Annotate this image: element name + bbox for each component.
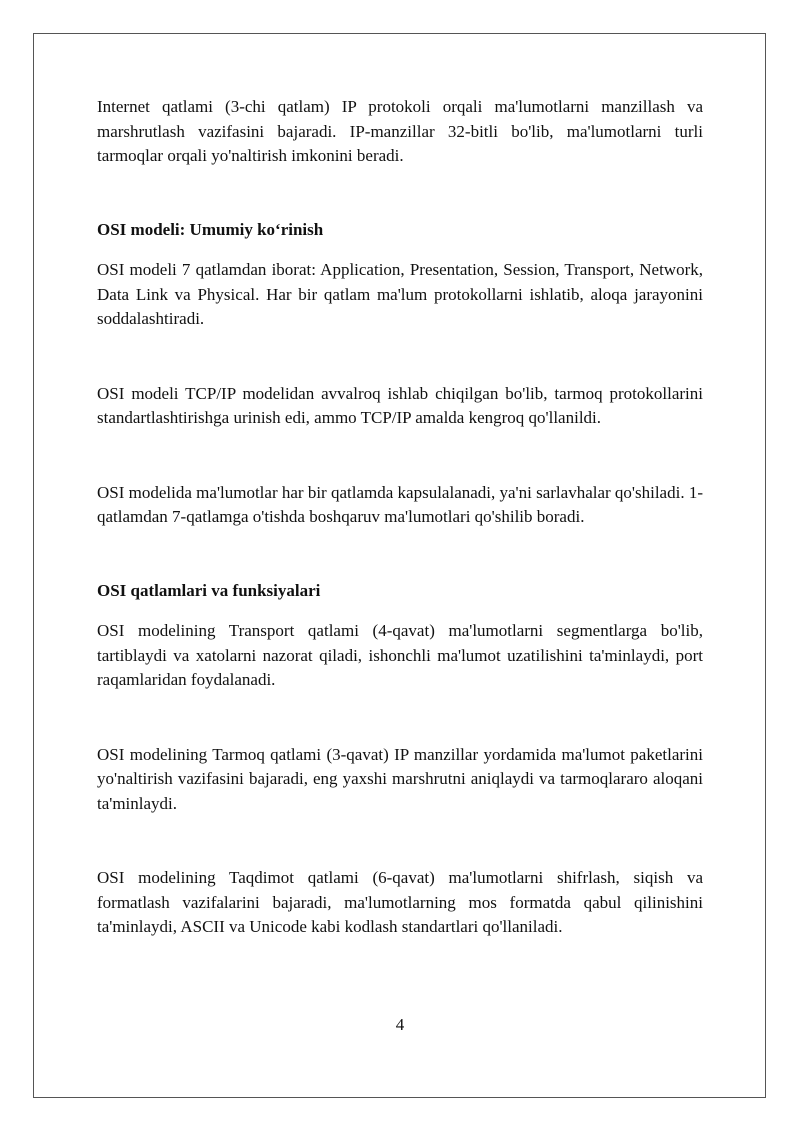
document-body bbox=[97, 95, 703, 940]
paragraph-encapsulation: OSI modelida ma'lumotlar har bir qatlamda kapsulalanadi, ya'ni sarlavhalar qo'shiladi. 1-qatlamdan 7-qatlamga o'tishda boshqaruv ma'lumotlari qo'shilib boradi. bbox=[97, 482, 703, 526]
page-number: 4 bbox=[395, 1015, 405, 1034]
heading-osi-layers-functions: OSI qatlamlari va funksiyalari bbox=[97, 580, 321, 600]
paragraph-transport-layer: OSI modelining Transport qatlami (4-qavat) ma'lumotlarni segmentlarga bo'lib, tartiblaydi va xatolarni nazorat qiladi, ishonchli ma'lumot uzatilishini ta'minlaydi, port raqamlaridan foydalanadi. bbox=[97, 621, 703, 689]
paragraph-osi-vs-tcpip: OSI modeli TCP/IP modelidan avvalroq ishlab chiqilgan bo'lib, tarmoq protokollarini standartlashtirishga urinish edi, ammo TCP/IP amalda kengroq qo'llanildi. bbox=[97, 383, 703, 427]
paragraph-presentation-layer: OSI modelining Taqdimot qatlami (6-qavat) ma'lumotlarni shifrlash, siqish va formatlash vazifalarini bajaradi, ma'lumotlarning mos formatda qabul qilinishini ta'minlaydi, ASCII va Unicode kabi kodlash standartlari qo'llaniladi. bbox=[97, 868, 703, 936]
paragraph-network-layer: OSI modelining Tarmoq qatlami (3-qavat) IP manzillar yordamida ma'lumot paketlarini yo'naltirish vazifasini bajaradi, eng yaxshi marshrutni aniqlaydi va tarmoqlararo aloqani ta'minlaydi. bbox=[97, 744, 703, 813]
paragraph-osi-layers-list: OSI modeli 7 qatlamdan iborat: Application, Presentation, Session, Transport, Network, Data Link va Physical. Har bir qatlam ma'lum protokollarni ishlatib, aloqa jarayonini soddalashtiradi. bbox=[97, 260, 703, 328]
paragraph-internet-layer: Internet qatlami (3-chi qatlam) IP protokoli orqali ma'lumotlarni manzillash va marshrutlash vazifasini bajaradi. IP-manzillar 32-bitli bo'lib, ma'lumotlarni turli tarmoqlar orqali yo'naltirish imkonini beradi. bbox=[97, 97, 703, 165]
heading-osi-overview: OSI modeli: Umumiy koʻrinish bbox=[97, 219, 324, 239]
